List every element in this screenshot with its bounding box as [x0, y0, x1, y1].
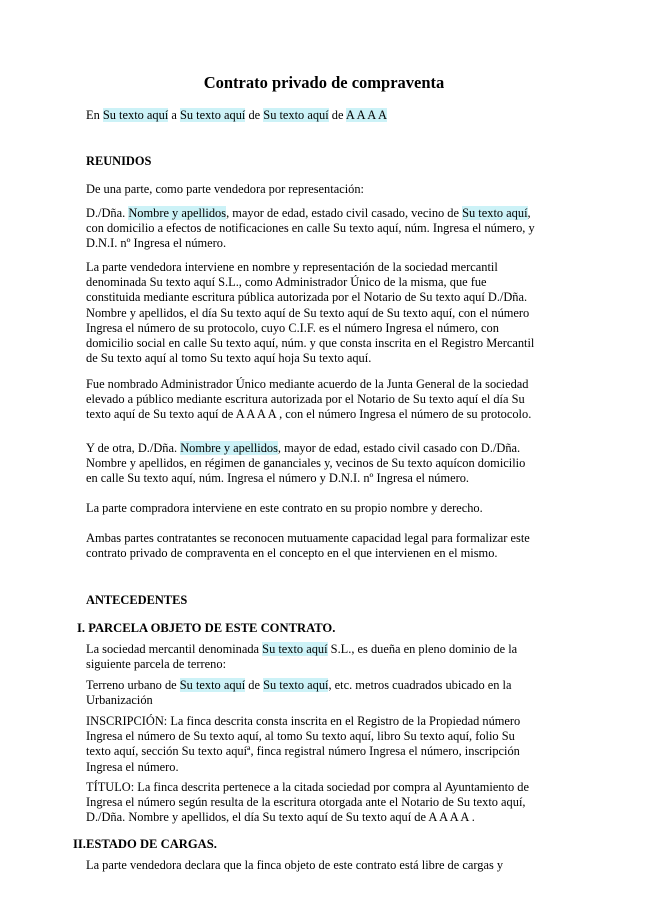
placeholder-field[interactable]: Su texto aquí: [179, 678, 246, 692]
placeholder-name[interactable]: Nombre y apellidos: [128, 206, 227, 220]
section-2-heading: II.ESTADO DE CARGAS.: [73, 837, 217, 851]
paragraph-vendedor-datos: D./Dña. Nombre y apellidos, mayor de edad, estado civil casado, vecino de Su texto aquí, con domicilio a efectos de notificaciones en calle Su texto aquí, núm. Ingresa el número, y D.N.I. nº Ingresa el número.: [86, 206, 535, 251]
document-title: Contrato privado de compraventa: [203, 73, 445, 92]
reunidos-heading: REUNIDOS: [86, 154, 152, 168]
placeholder-field[interactable]: Su texto aquí: [263, 108, 329, 122]
placeholder-field[interactable]: Su texto aquí: [179, 108, 246, 122]
paragraph-compradora-datos: Y de otra, D./Dña. Nombre y apellidos, mayor de edad, estado civil casado con D./Dña. Nombre y apellidos, en régimen de gananciales y, vecinos de Su texto aquícon domicilio en calle Su texto aquí, núm. Ingresa el número y D.N.I. nº Ingresa el número.: [86, 441, 526, 486]
paragraph-capacidad: Ambas partes contratantes se reconocen mutuamente capacidad legal para formalizar este contrato privado de compraventa en el concepto en el que intervienen en el mismo.: [86, 531, 530, 561]
intro-line: En Su texto aquí a Su texto aquí de Su texto aquí de A A A A: [86, 108, 387, 122]
paragraph-administrador: Fue nombrado Administrador Único mediante acuerdo de la Junta General de la sociedad elevado a público mediante escritura autorizada por el Notario de Su texto aquí el día Su texto aquí de Su texto aquí de A A A A , con el número Ingresa el número de su protocolo.: [86, 377, 532, 422]
placeholder-field[interactable]: Su texto aquí: [102, 108, 169, 122]
placeholder-name[interactable]: Nombre y apellidos: [180, 441, 278, 455]
placeholder-year[interactable]: A A A A: [345, 108, 387, 122]
vendedora-intro: De una parte, como parte vendedora por representación:: [86, 182, 364, 196]
paragraph-representacion: La parte vendedora interviene en nombre y representación de la sociedad mercantil denominada Su texto aquí S.L., como Administrador Único de la misma, que fue constituida mediante escritura pública autorizada por el Notario de Su texto aquí D./Dña. Nombre y apellidos, el día Su texto aquí de Su texto aquí de Su texto aquí, con el número Ingresa el número de su protocolo, cuyo C.I.F. es el número Ingresa el número, con domicilio social en calle Su texto aquí, núm. y que consta inscrita en el Registro Mercantil de Su texto aquí al tomo Su texto aquí hoja Su texto aquí.: [86, 260, 535, 366]
paragraph-terreno: Terreno urbano de Su texto aquí de Su texto aquí, etc. metros cuadrados ubicado en la Urbanización: [86, 678, 512, 708]
antecedentes-heading: ANTECEDENTES: [86, 593, 188, 607]
section-1-heading: I. PARCELA OBJETO DE ESTE CONTRATO.: [77, 621, 336, 635]
paragraph-titulo: TÍTULO: La finca descrita pertenece a la citada sociedad por compra al Ayuntamiento de Ingresa el número según resulta de la escritura otorgada ante el Notario de Su texto aquí, D./Dña. Nombre y apellidos, el día Su texto aquí de Su texto aquí de A A A A .: [86, 780, 530, 825]
paragraph-inscripcion: INSCRIPCIÓN: La finca descrita consta inscrita en el Registro de la Propiedad número Ingresa el número de Su texto aquí, al tomo Su texto aquí, libro Su texto aquí, folio Su texto aquí, sección Su texto aquíª, finca registral número Ingresa el número, inscripción Ingresa el número.: [86, 714, 521, 774]
paragraph-sociedad: La sociedad mercantil denominada Su texto aquí S.L., es dueña en pleno dominio de la siguiente parcela de terreno:: [86, 642, 518, 672]
paragraph-compradora: La parte compradora interviene en este contrato en su propio nombre y derecho.: [86, 501, 483, 515]
placeholder-field[interactable]: Su texto aquí: [262, 642, 328, 656]
paragraph-cargas: La parte vendedora declara que la finca objeto de este contrato está libre de cargas y: [86, 858, 504, 872]
placeholder-field[interactable]: Su texto aquí: [462, 206, 528, 220]
placeholder-field[interactable]: Su texto aquí: [263, 678, 329, 692]
